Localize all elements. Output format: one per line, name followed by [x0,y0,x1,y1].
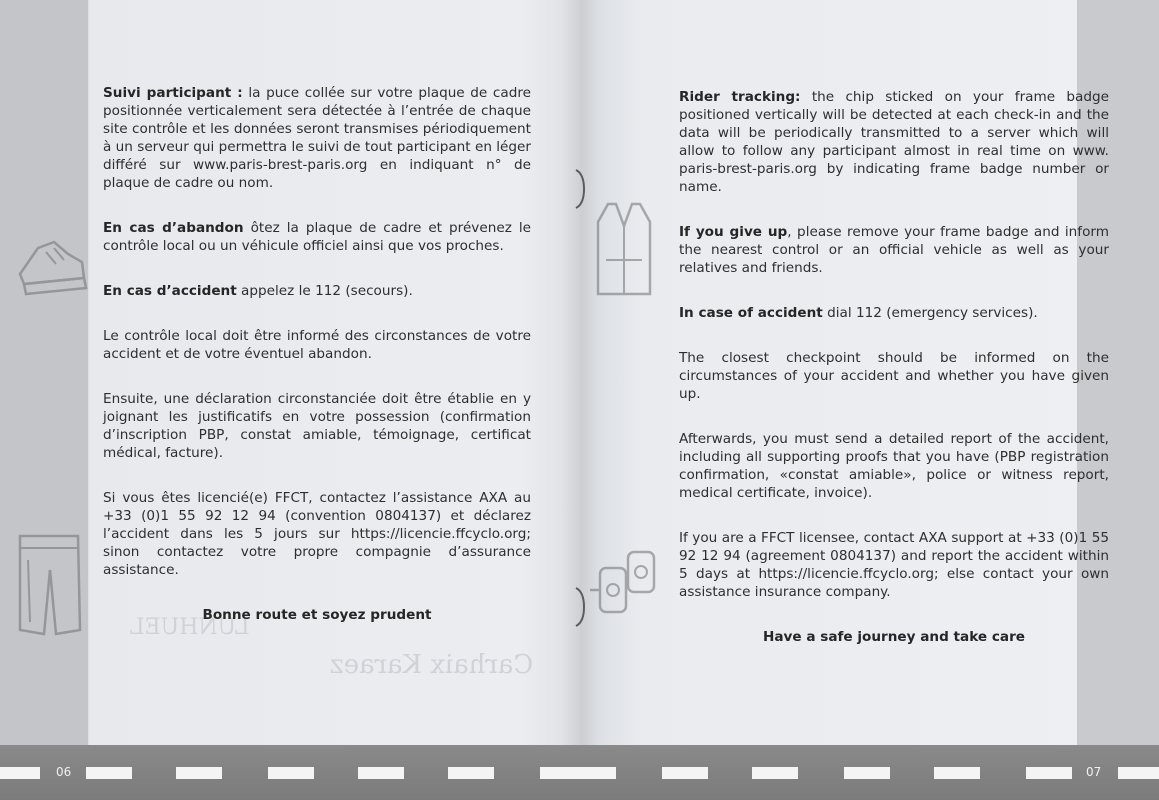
road-dash [176,767,222,779]
paragraph-text: dial 112 (emergency services). [822,305,1038,321]
faded-stamp-text: Carhaix Karaez [330,650,534,680]
road-dash [1118,767,1159,779]
road-dash [844,767,890,779]
road-dash [934,767,980,779]
paragraph-lead: En cas d’abandon [103,220,244,236]
road-dash [1026,767,1072,779]
page-number-right: 07 [1086,765,1102,779]
paragraph-lead: If you give up [679,224,788,240]
faded-stamp-text: LUNHUEL [130,615,250,640]
paragraph [679,304,1109,322]
closing-line: Bonne route et soyez prudent [202,607,432,623]
road-dash [86,767,132,779]
paragraph-text: the chip sticked on your frame badge positioned vertically will be detected at each check-in and the data will be periodically transmitted to a server which will allow to follow any participant almost in real time on www. paris-brest-paris.org by indicating frame badge number or name. [679,89,1109,195]
paragraph [103,84,531,192]
paragraph [103,327,531,363]
road-dash [752,767,798,779]
road-dash [358,767,404,779]
vest-icon [594,200,654,300]
paragraph [679,88,1109,196]
right-text-block [679,88,1109,673]
paragraph-lead: Rider tracking: [679,89,801,105]
paragraph-text: appelez le 112 (secours). [236,283,413,299]
road-dash [448,767,494,779]
right-page [580,0,1159,745]
paragraph [679,349,1109,403]
pedal-icon [588,548,664,618]
paragraph-text: If you are a FFCT licensee, contact AXA support at +33 (0)1 55 92 12 94 (agreement 0804137) and report the accident within 5 days at https://licencie.ffcyclo.org; else contact your own assistance insurance company. [679,530,1109,600]
shoe-icon [16,218,88,298]
paragraph [103,489,531,579]
paragraph [103,219,531,255]
paragraph-text: Le contrôle local doit être informé des circonstances de votre accident et de votre éventuel abandon. [103,328,531,362]
road-dash [268,767,314,779]
road-dash [662,767,708,779]
paragraph-text: , please remove your frame badge and inform the nearest control or an official vehicle as well as your relatives and friends. [679,224,1109,276]
paragraph [679,430,1109,502]
paragraph-text: la puce collée sur votre plaque de cadre positionnée verticalement sera détectée à l’entrée de chaque site contrôle et les données seront transmises périodiquement à un serveur qui permettra le suivi de tout participant en léger différé sur www.paris-brest-paris.org en indiquant n° de plaque de cadre ou nom. [103,85,531,191]
left-page [0,0,580,745]
paragraph [679,223,1109,277]
paragraph [103,390,531,462]
paragraph-text: Ensuite, une déclaration circonstanciée doit être établie en y joignant les justificatifs en votre possession (confirmation d’inscription PBP, constat amiable, témoignage, certificat médical, facture). [103,391,531,461]
paragraph [103,282,531,300]
road-dash [540,767,616,779]
paragraph-lead: En cas d’accident [103,283,237,299]
paragraph-text: Si vous êtes licencié(e) FFCT, contactez l’assistance AXA au +33 (0)1 55 92 12 94 (convention 0804137) et déclarez l’accident dans les 5 jours sur https://licencie.ffcyclo.org; sinon contactez votre propre compagnie d’assurance assistance. [103,490,531,578]
paragraph-text: ôtez la plaque de cadre et prévenez le contrôle local ou un véhicule officiel ainsi que vos proches. [103,220,531,254]
shorts-icon [14,530,84,640]
paragraph-text: The closest checkpoint should be informed on the circumstances of your accident and whether you have given up. [679,350,1109,402]
closing-line: Have a safe journey and take care [762,629,1026,645]
road-dash [0,767,40,779]
paragraph [679,529,1109,601]
paragraph-lead: Suivi participant : [103,85,243,101]
staple-top [574,168,586,210]
paragraph-text: Afterwards, you must send a detailed report of the accident, including all supporting proofs that you have (PBP registration confirmation, «constat amiable», police or witness report, medical certificate, invoice). [679,431,1109,501]
road-footer [0,745,1159,800]
page-number-left: 06 [56,765,72,779]
left-text-block [103,84,531,651]
staple-bottom [574,586,586,628]
paragraph-lead: In case of accident [679,305,823,321]
